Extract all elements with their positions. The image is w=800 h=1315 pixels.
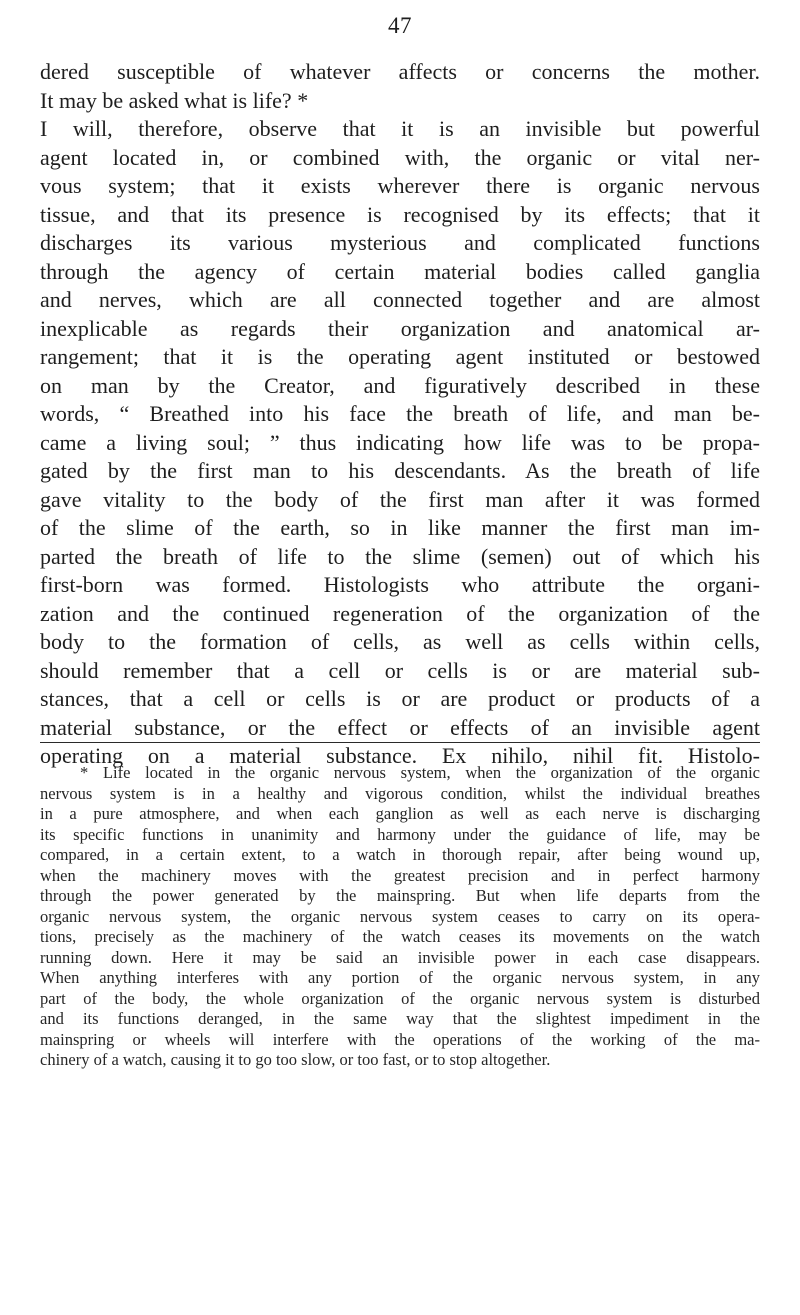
body-line: material substance, or the effect or effects of an invisible agent [40,714,760,740]
body-line: and nerves, which are all connected together and are almost [40,287,760,312]
body-line: of the slime of the earth, so in like manner the first man im- [40,515,760,540]
footnote-line: part of the body, the whole organization of the organic nervous system is disturbed [40,988,760,1008]
body-line: came a living soul; ” thus indicating how life was to be propa- [40,429,760,455]
body-line: operating on a material substance. Ex nihilo, nihil fit. Histolo- [40,743,760,768]
body-line: words, “ Breathed into his face the breath of life, and man be- [40,401,760,426]
body-line: It may be asked what is life? * [40,87,309,113]
body-line: inexplicable as regards their organization and anatomical ar- [40,315,760,341]
body-line: agent located in, or combined with, the organic or vital ner- [40,144,760,170]
body-line: first-born was formed. Histologists who attribute the organi- [40,572,760,597]
footnote-line: when the machinery moves with the greatest precision and in perfect harmony [40,865,760,885]
body-line: gated by the first man to his descendants. As the breath of life [40,458,760,483]
footnote-line: mainspring or wheels will interfere with the operations of the working of the ma- [40,1029,760,1049]
footnote-line: running down. Here it may be said an invisible power in each case disappears. [40,947,760,967]
footnote-line: through the power generated by the mainspring. But when life departs from the [40,886,760,905]
body-line: tissue, and that its presence is recognised by its effects; that it [40,201,760,227]
body-line: parted the breath of life to the slime (semen) out of which his [40,543,760,569]
footnote-line: in a pure atmosphere, and when each ganglion as well as each nerve is discharging [40,804,760,823]
body-line: discharges its various mysterious and complicated functions [40,230,760,255]
footnote-line: and its functions deranged, in the same way that the slightest impediment in the [40,1009,760,1028]
body-line: through the agency of certain material bodies called ganglia [40,258,760,284]
footnote-line: compared, in a certain extent, to a watch in thorough repair, after being wound up, [40,845,760,864]
body-text [40,58,760,771]
body-line: dered susceptible of whatever affects or concerns the mother. [40,59,760,84]
footnote-line: When anything interferes with any portion of the organic nervous system, in any [40,968,760,987]
footnote-line: tions, precisely as the machinery of the watch ceases its movements on the watch [40,927,760,946]
body-line: gave vitality to the body of the first man after it was formed [40,486,760,512]
body-line: I will, therefore, observe that it is an invisible but powerful [40,116,760,141]
footnote-line: nervous system is in a healthy and vigorous condition, whilst the individual breathes [40,783,760,803]
body-line: vous system; that it exists wherever there is organic nervous [40,173,760,198]
body-line: body to the formation of cells, as well as cells within cells, [40,629,760,654]
footnote-line: * Life located in the organic nervous system, when the organization of the organic [80,763,760,782]
footnote-divider [40,742,760,743]
footnote-line: its specific functions in unanimity and harmony under the guidance of life, may be [40,824,760,844]
page-number: 47 [388,13,412,38]
body-line: rangement; that it is the operating agent instituted or bestowed [40,344,760,369]
body-line: zation and the continued regeneration of the organization of the [40,600,760,626]
body-line: should remember that a cell or cells is or are material sub- [40,657,760,683]
footnote-line: organic nervous system, the organic nervous system ceases to carry on its opera- [40,906,760,926]
body-line: stances, that a cell or cells is or are product or products of a [40,686,760,711]
footnote-line: chinery of a watch, causing it to go too slow, or too fast, or to stop altogether. [40,1050,551,1069]
footnote [40,763,760,1071]
body-line: on man by the Creator, and figuratively described in these [40,372,760,398]
